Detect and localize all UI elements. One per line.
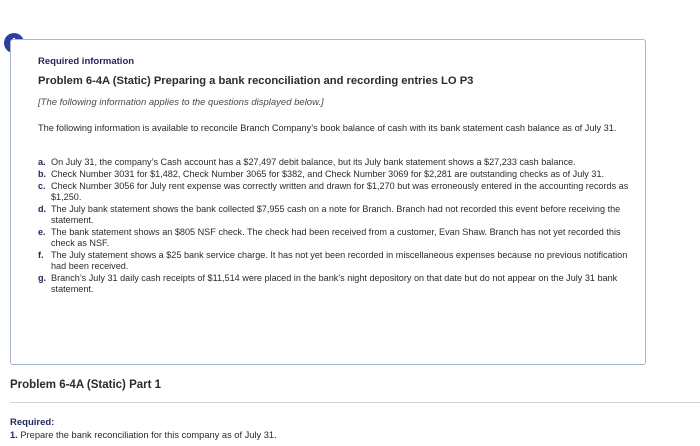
- list-item-text: Check Number 3056 for July rent expense was correctly written and drawn for $1,270 but was erroneously entered in the accounting records as $1,250.: [51, 181, 629, 202]
- list-item-text: Branch’s July 31 daily cash receipts of $11,514 were placed in the bank’s night depository on that date but do not appear on the July 31 bank statement.: [51, 272, 618, 294]
- required-instruction: [10, 430, 277, 440]
- facts-list: [38, 157, 630, 296]
- list-item-letter: b.: [38, 169, 47, 180]
- list-item-letter: f.: [38, 249, 44, 260]
- list-item-letter: e.: [38, 226, 46, 237]
- list-item-letter: d.: [38, 204, 47, 215]
- list-item: [38, 169, 630, 180]
- list-item: [38, 273, 630, 295]
- list-item-letter: a.: [38, 157, 46, 167]
- list-item-letter: g.: [38, 272, 47, 283]
- required-instruction-text: Prepare the bank reconciliation for this company as of July 31.: [20, 430, 277, 440]
- divider: [10, 402, 700, 403]
- required-number: 1.: [10, 430, 18, 440]
- list-item-text: Check Number 3031 for $1,482, Check Number 3065 for $382, and Check Number 3069 for $2,281 are outstanding checks as of July 31.: [51, 169, 605, 180]
- list-item: [38, 204, 630, 226]
- intro-paragraph: The following information is available to reconcile Branch Company’s book balance of cash with its bank statement cash balance as of July 31.: [38, 123, 617, 133]
- list-item: [38, 181, 630, 203]
- required-information-heading: Required information: [38, 56, 135, 67]
- list-item: [38, 227, 630, 249]
- applies-note: [The following information applies to the questions displayed below.]: [38, 97, 324, 108]
- required-label: Required:: [10, 417, 55, 428]
- list-item-text: The bank statement shows an $805 NSF check. The check had been received from a customer, Evan Shaw. Branch has not yet recorded this check as NSF.: [51, 226, 621, 248]
- list-item-text: The July statement shows a $25 bank service charge. It has not yet been recorded in miscellaneous expenses because no previous notification had been received.: [51, 249, 628, 271]
- list-item: [38, 157, 630, 168]
- list-item: [38, 250, 630, 272]
- list-item-text: On July 31, the company’s Cash account has a $27,497 debit balance, but its July bank statement shows a $27,233 cash balance.: [51, 157, 576, 167]
- problem-title: Problem 6-4A (Static) Preparing a bank reconciliation and recording entries LO P3: [38, 75, 474, 87]
- part-title: Problem 6-4A (Static) Part 1: [10, 379, 162, 391]
- list-item-letter: c.: [38, 181, 46, 192]
- list-item-text: The July bank statement shows the bank collected $7,955 cash on a note for Branch. Branch had not recorded this event before receiving the statement.: [51, 204, 621, 225]
